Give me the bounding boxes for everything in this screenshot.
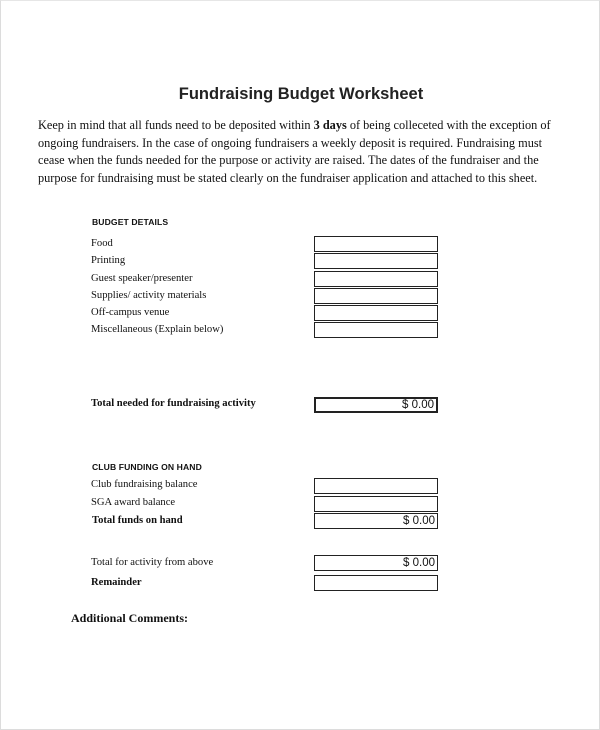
sga-balance-label: SGA award balance: [91, 497, 176, 508]
guest-speaker-input[interactable]: [314, 271, 438, 287]
venue-input[interactable]: [314, 305, 438, 321]
miscellaneous-input[interactable]: [314, 322, 438, 338]
venue-label: Off-campus venue: [91, 307, 170, 318]
food-input[interactable]: [314, 236, 438, 252]
total-needed-value[interactable]: $ 0.00: [314, 397, 438, 413]
intro-text-1: Keep in mind that all funds need to be deposited within: [38, 118, 314, 132]
activity-total-label: Total for activity from above: [91, 557, 214, 568]
guest-speaker-label: Guest speaker/presenter: [91, 273, 193, 284]
club-funding-heading: CLUB FUNDING ON HAND: [92, 462, 202, 472]
intro-text-2: of being colleceted with the exception of ongoing fundraisers. In the case of ongoing fundraisers a weekly deposit is required. Fundraising must cease when the funds needed for the purpose or activity are raised. The dates of the fundraiser and the purpose for fundraising must be stated clearly on the fundraiser application and attached to this sheet.: [38, 118, 551, 185]
sga-balance-input[interactable]: [314, 496, 438, 512]
supplies-input[interactable]: [314, 288, 438, 304]
remainder-input[interactable]: [314, 575, 438, 591]
intro-paragraph: [38, 117, 558, 187]
printing-input[interactable]: [314, 253, 438, 269]
intro-bold-days: 3 days: [313, 118, 347, 132]
total-funds-value[interactable]: $ 0.00: [314, 513, 438, 529]
supplies-label: Supplies/ activity materials: [91, 290, 207, 301]
club-balance-label: Club fundraising balance: [91, 479, 198, 490]
club-balance-input[interactable]: [314, 478, 438, 494]
document-title: Fundraising Budget Worksheet: [178, 85, 424, 103]
additional-comments-label: Additional Comments:: [71, 611, 189, 625]
budget-details-heading: BUDGET DETAILS: [92, 217, 169, 227]
printing-label: Printing: [91, 255, 126, 266]
food-label: Food: [91, 238, 113, 249]
total-funds-label: Total funds on hand: [92, 515, 183, 526]
total-needed-label: Total needed for fundraising activity: [91, 398, 256, 409]
miscellaneous-label: Miscellaneous (Explain below): [91, 324, 224, 335]
remainder-label: Remainder: [91, 577, 142, 588]
activity-total-value[interactable]: $ 0.00: [314, 555, 438, 571]
